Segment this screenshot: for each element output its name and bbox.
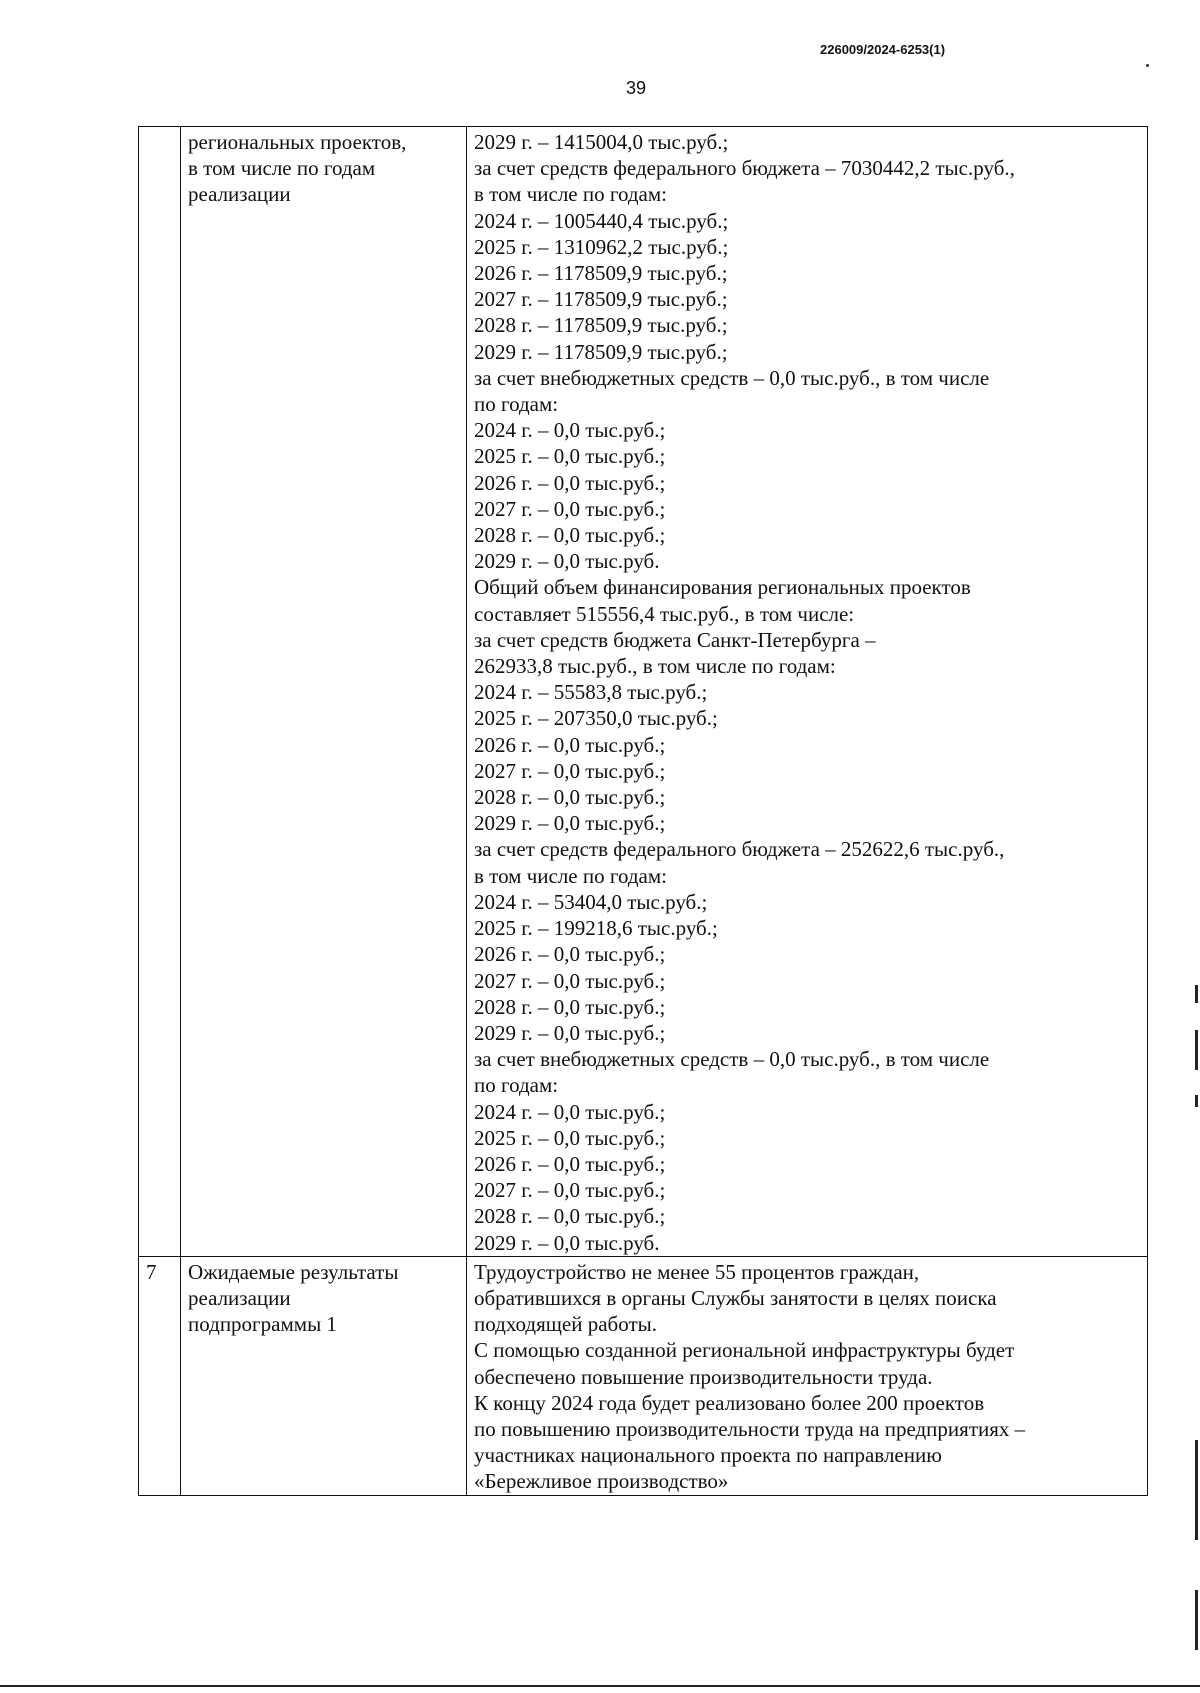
content-line: 262933,8 тыс.руб., в том числе по годам:	[474, 654, 836, 679]
content-line: 2028 г. – 1178509,9 тыс.руб.;	[474, 313, 728, 338]
row-content-cell	[467, 1256, 1148, 1495]
content-line: за счет средств федерального бюджета – 252622,6 тыс.руб.,	[474, 837, 1005, 862]
label-line: региональных проектов,	[188, 130, 407, 154]
content-line: 2029 г. – 0,0 тыс.руб.	[474, 549, 660, 574]
content-line: К концу 2024 года будет реализовано более 200 проектов	[474, 1390, 985, 1415]
content-line: 2025 г. – 0,0 тыс.руб.;	[474, 444, 666, 469]
content-line: Общий объем финансирования региональных проектов	[474, 575, 971, 600]
content-line: 2026 г. – 0,0 тыс.руб.;	[474, 732, 666, 757]
scan-bottom-edge	[0, 1685, 1200, 1687]
content-line: 2027 г. – 0,0 тыс.руб.;	[474, 1178, 666, 1203]
content-line: по годам:	[474, 392, 559, 417]
content-line: 2026 г. – 0,0 тыс.руб.;	[474, 942, 666, 967]
row-label-cell	[181, 1256, 467, 1495]
document-registration-number: 226009/2024-6253(1)	[820, 42, 946, 57]
row-label-cell	[181, 127, 467, 1257]
content-line: обратившихся в органы Службы занятости в целях поиска	[474, 1285, 997, 1310]
content-line: 2024 г. – 53404,0 тыс.руб.;	[474, 889, 708, 914]
content-line: 2027 г. – 0,0 тыс.руб.;	[474, 968, 666, 993]
content-line: 2029 г. – 0,0 тыс.руб.;	[474, 811, 666, 836]
content-line: 2025 г. – 1310962,2 тыс.руб.;	[474, 234, 729, 259]
content-line: за счет внебюджетных средств – 0,0 тыс.руб., в том числе	[474, 1047, 990, 1072]
content-line: 2028 г. – 0,0 тыс.руб.;	[474, 994, 666, 1019]
content-line: 2027 г. – 0,0 тыс.руб.;	[474, 496, 666, 521]
content-line: 2026 г. – 0,0 тыс.руб.;	[474, 1151, 666, 1176]
content-line: 2026 г. – 0,0 тыс.руб.;	[474, 470, 666, 495]
content-line: 2027 г. – 1178509,9 тыс.руб.;	[474, 287, 728, 312]
content-line: подходящей работы.	[474, 1312, 658, 1337]
content-line: 2024 г. – 0,0 тыс.руб.;	[474, 418, 666, 443]
row-number-cell: 7	[139, 1256, 181, 1495]
content-line: участниках национального проекта по направлению	[474, 1443, 942, 1468]
program-passport-table	[138, 126, 1148, 1496]
content-line: за счет средств бюджета Санкт-Петербурга –	[474, 627, 876, 652]
content-line: по годам:	[474, 1073, 559, 1098]
content-line: Трудоустройство не менее 55 процентов граждан,	[474, 1259, 920, 1284]
content-line: по повышению производительности труда на предприятиях –	[474, 1416, 1026, 1441]
content-line: 2028 г. – 0,0 тыс.руб.;	[474, 523, 666, 548]
content-line: за счет внебюджетных средств – 0,0 тыс.руб., в том числе	[474, 365, 990, 390]
page-number: 39	[626, 78, 647, 98]
content-line: 2024 г. – 55583,8 тыс.руб.;	[474, 680, 708, 705]
label-line: реализации	[188, 182, 291, 207]
label-line: в том числе по годам	[188, 156, 376, 181]
content-line: в том числе по годам:	[474, 182, 667, 207]
content-line: 2029 г. – 1415004,0 тыс.руб.;	[474, 130, 729, 154]
content-line: 2025 г. – 207350,0 тыс.руб.;	[474, 706, 718, 731]
content-line: обеспечено повышение производительности труда.	[474, 1364, 933, 1389]
scan-edge-mark	[1195, 985, 1198, 1003]
scan-edge-mark	[1195, 1030, 1198, 1070]
content-line: С помощью созданной региональной инфраструктуры будет	[474, 1338, 1015, 1363]
scan-edge-mark	[1195, 1095, 1198, 1107]
content-line: 2024 г. – 1005440,4 тыс.руб.;	[474, 208, 729, 233]
scan-dot	[1146, 64, 1149, 67]
content-line: 2025 г. – 199218,6 тыс.руб.;	[474, 916, 718, 941]
content-line: 2027 г. – 0,0 тыс.руб.;	[474, 758, 666, 783]
content-line: 2029 г. – 0,0 тыс.руб.;	[474, 1020, 666, 1045]
content-line: за счет средств федерального бюджета – 7030442,2 тыс.руб.,	[474, 156, 1015, 181]
scan-edge-mark	[1195, 1440, 1198, 1540]
label-line: Ожидаемые результаты	[188, 1259, 399, 1284]
content-line: составляет 515556,4 тыс.руб., в том числе:	[474, 601, 855, 626]
content-line: в том числе по годам:	[474, 863, 667, 888]
table-row	[139, 1256, 1148, 1495]
label-line: реализации	[188, 1285, 291, 1310]
label-line: подпрограммы 1	[188, 1312, 337, 1337]
row-number-cell	[139, 127, 181, 1257]
table-body	[139, 127, 1148, 1496]
table-row	[139, 127, 1148, 1257]
content-line: 2029 г. – 1178509,9 тыс.руб.;	[474, 339, 728, 364]
row-content-cell	[467, 127, 1148, 1257]
content-line: «Бережливое производство»	[474, 1469, 729, 1494]
content-line: 2025 г. – 0,0 тыс.руб.;	[474, 1125, 666, 1150]
scan-edge-mark	[1195, 1590, 1198, 1650]
content-line: 2026 г. – 1178509,9 тыс.руб.;	[474, 261, 728, 286]
content-line: 2028 г. – 0,0 тыс.руб.;	[474, 785, 666, 810]
content-line: 2029 г. – 0,0 тыс.руб.	[474, 1230, 660, 1255]
content-line: 2024 г. – 0,0 тыс.руб.;	[474, 1099, 666, 1124]
content-line: 2028 г. – 0,0 тыс.руб.;	[474, 1204, 666, 1229]
